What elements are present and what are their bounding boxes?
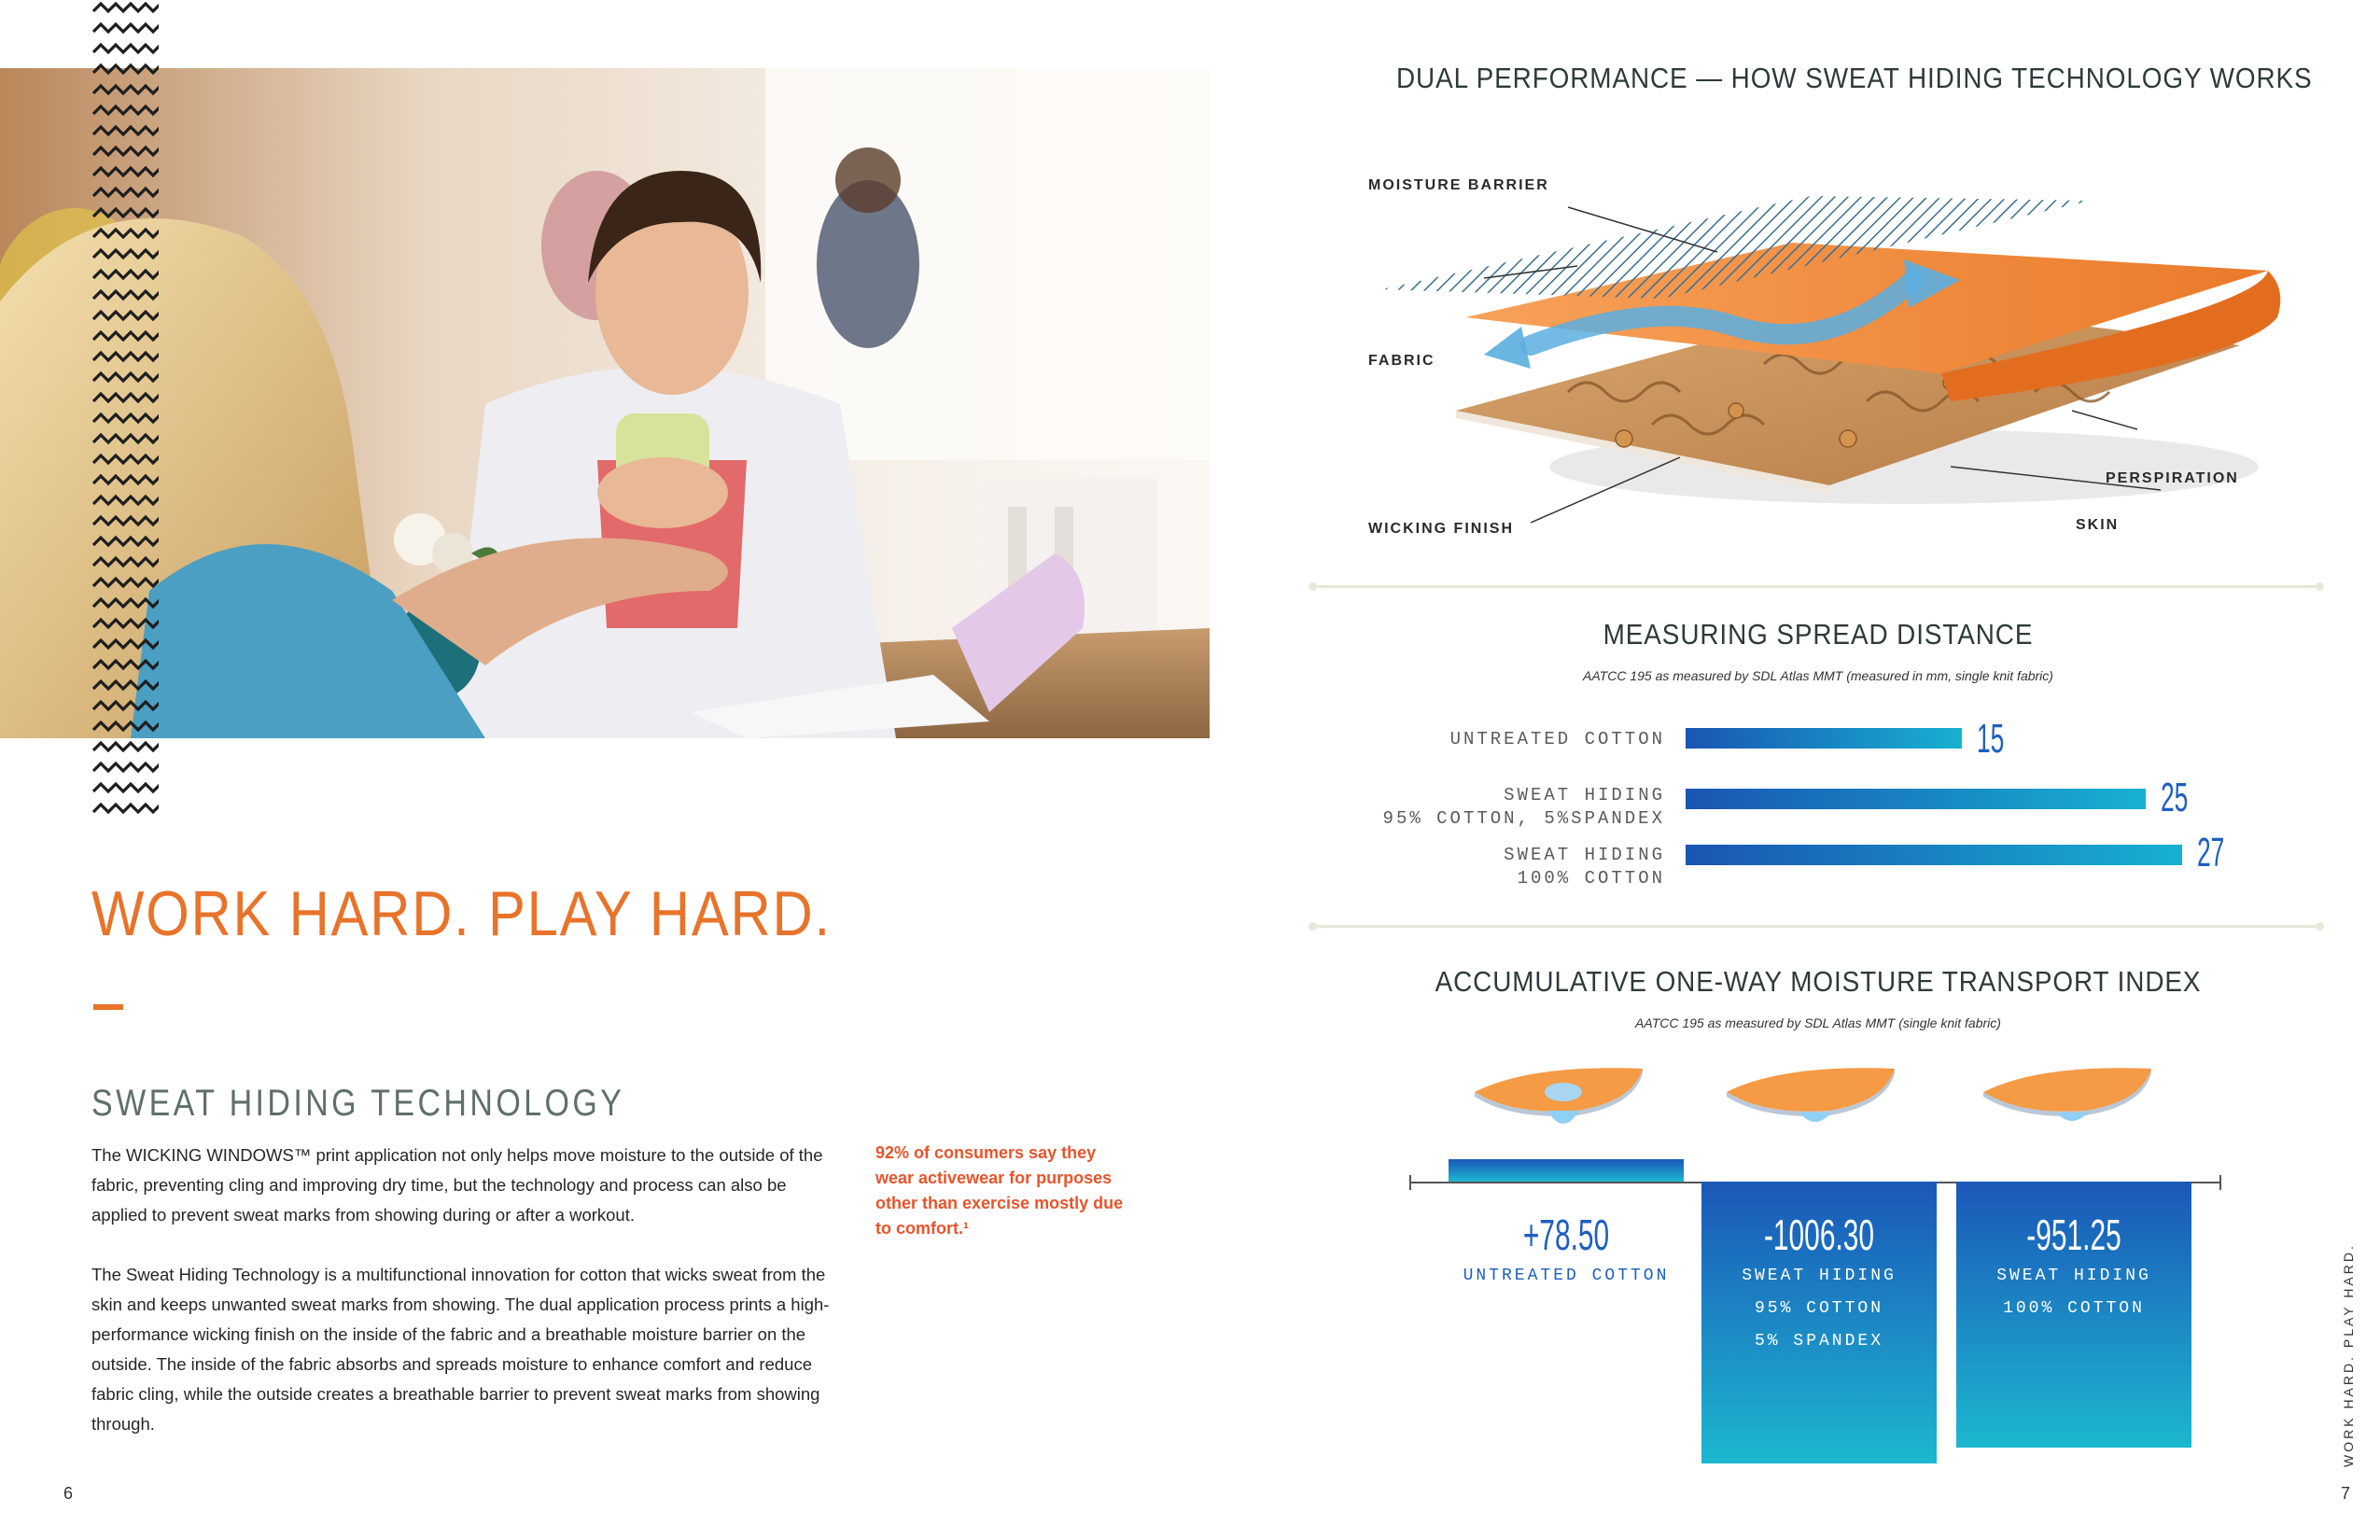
transport-bar: [1449, 1159, 1684, 1182]
page-number-left: 6: [63, 1484, 74, 1503]
zigzag-line: [93, 230, 159, 237]
diagram-title: DUAL PERFORMANCE — HOW SWEAT HIDING TECHNOLOGY WORKS: [1396, 62, 2313, 94]
section-divider-2: [1312, 925, 2320, 928]
zigzag-line: [93, 579, 159, 586]
transport-sublabel: 100% COTTON: [2003, 1299, 2145, 1318]
zigzag-line: [93, 209, 159, 217]
transport-col-1-text: [1449, 1210, 1684, 1293]
zigzag-line: [93, 599, 159, 607]
zigzag-line: [93, 435, 159, 442]
zigzag-line: [93, 702, 159, 709]
label-perspiration: PERSPIRATION: [2106, 470, 2239, 486]
spread-bar: [1686, 845, 2182, 865]
zigzag-line: [93, 4, 159, 11]
zigzag-line: [93, 476, 159, 483]
zigzag-line: [93, 681, 159, 689]
transport-label: SWEAT HIDING: [1996, 1267, 2151, 1285]
zigzag-line: [93, 640, 159, 648]
spread-source: AATCC 195 as measured by SDL Atlas MMT (measured in mm, single knit fabric): [1583, 668, 2053, 683]
transport-sublabel: 5% SPANDEX: [1754, 1332, 1884, 1351]
spread-row-label: [1310, 784, 1665, 831]
headline: WORK HARD. PLAY HARD.: [91, 878, 832, 949]
baseline-tick-left: [1409, 1175, 1411, 1190]
hero-photo: [0, 68, 1210, 738]
transport-title: ACCUMULATIVE ONE-WAY MOISTURE TRANSPORT INDEX: [1435, 965, 2202, 998]
zigzag-line: [93, 24, 159, 32]
label-moisture-barrier: MOISTURE BARRIER: [1368, 177, 1549, 193]
zigzag-line: [93, 353, 159, 360]
page-number-right: 7: [2341, 1484, 2351, 1503]
zigzag-line: [93, 455, 159, 463]
spread-row-label: [1310, 844, 1665, 890]
accent-dash: [93, 1004, 123, 1010]
fabric-swatch-icon: [1475, 1068, 1643, 1124]
zigzag-line: [93, 743, 159, 750]
transport-label: UNTREATED COTTON: [1463, 1267, 1670, 1285]
spread-row-3-sublabel: 100% COTTON: [1517, 868, 1665, 889]
spread-value: 25: [2160, 775, 2188, 820]
zigzag-line: [93, 127, 159, 134]
body-paragraph-2: The Sweat Hiding Technology is a multifunctional innovation for cotton that wicks sweat from the skin and keeps unwanted sweat marks from showing. The dual application process prints a high-performance wicking finish on the inside of the fabric and a breathable moisture barrier on the outside. The inside of the fabric absorbs and spreads moisture to enhance comfort and reduce fabric cling, while the outside creates a breathable barrier to prevent sweat marks from showing through.: [91, 1265, 830, 1434]
fabric-swatch-icon: [1983, 1068, 2151, 1121]
transport-col-2-text: [1701, 1210, 1937, 1358]
zigzag-line: [93, 291, 159, 299]
spread-value: 15: [1976, 716, 2004, 762]
label-wicking-finish: WICKING FINISH: [1368, 521, 1514, 537]
transport-label: SWEAT HIDING: [1742, 1267, 1897, 1285]
stat-callout: 92% of consumers say they wear activewear for purposes other than exercise mostly due to comfort.¹: [875, 1143, 1124, 1238]
zigzag-line: [93, 106, 159, 114]
zigzag-line: [93, 394, 159, 401]
spread-row-1-label: UNTREATED COTTON: [1449, 729, 1665, 749]
zigzag-line: [93, 763, 159, 771]
fabric-swatch-icons: [1475, 1064, 2184, 1148]
zigzag-line: [93, 661, 159, 668]
fabric-layer-diagram: [1344, 159, 2287, 569]
zigzag-line: [93, 517, 159, 525]
label-fabric: FABRIC: [1368, 353, 1435, 369]
zigzag-line: [93, 86, 159, 93]
zigzag-line: [93, 65, 159, 73]
zigzag-line: [93, 312, 159, 319]
transport-value: -1006.30: [1763, 1211, 1875, 1259]
spread-value: 27: [2196, 830, 2225, 875]
fabric-swatch-icon: [1727, 1068, 1895, 1122]
spread-row-2-sublabel: 95% COTTON, 5%SPANDEX: [1382, 808, 1665, 829]
spread-row-3-label: SWEAT HIDING: [1504, 845, 1665, 865]
transport-sublabel: 95% COTTON: [1754, 1299, 1884, 1318]
zigzag-line: [93, 147, 159, 155]
baseline-tick-right: [2219, 1175, 2221, 1190]
zigzag-line: [93, 620, 159, 627]
transport-value: -951.25: [2026, 1211, 2121, 1259]
zigzag-line: [93, 538, 159, 545]
spread-title: MEASURING SPREAD DISTANCE: [1603, 618, 2034, 651]
transport-value: +78.50: [1522, 1211, 1610, 1259]
spread-row-label: [1310, 728, 1665, 751]
zigzag-line: [93, 414, 159, 422]
zigzag-line: [93, 722, 159, 730]
zigzag-line: [93, 189, 159, 196]
vertical-running-title: WORK HARD. PLAY HARD.: [2341, 1243, 2356, 1467]
zigzag-line: [93, 497, 159, 504]
zigzag-line: [93, 250, 159, 258]
zigzag-line: [93, 784, 159, 791]
spread-bar: [1686, 789, 2146, 809]
section-divider-1: [1312, 585, 2320, 588]
body-paragraph-1: The WICKING WINDOWS™ print application not only helps move moisture to the outside of the fabric, preventing cling and improving dry time, but the technology and process can also be applied to prevent sweat marks from showing during or after a workout.: [91, 1145, 823, 1225]
transport-col-3-text: [1956, 1210, 2191, 1325]
label-skin: SKIN: [2076, 517, 2120, 533]
transport-source: AATCC 195 as measured by SDL Atlas MMT (single knit fabric): [1635, 1015, 2001, 1030]
spread-bar: [1686, 728, 1962, 749]
spread-row-2-label: SWEAT HIDING: [1504, 785, 1665, 805]
zigzag-line: [93, 332, 159, 340]
zigzag-line: [93, 271, 159, 278]
zigzag-line: [93, 373, 159, 381]
zigzag-pattern: [91, 0, 159, 827]
zigzag-line: [93, 805, 159, 812]
zigzag-line: [93, 558, 159, 566]
zigzag-line: [93, 45, 159, 52]
zigzag-line: [93, 168, 159, 175]
section-subheading: SWEAT HIDING TECHNOLOGY: [91, 1083, 625, 1124]
